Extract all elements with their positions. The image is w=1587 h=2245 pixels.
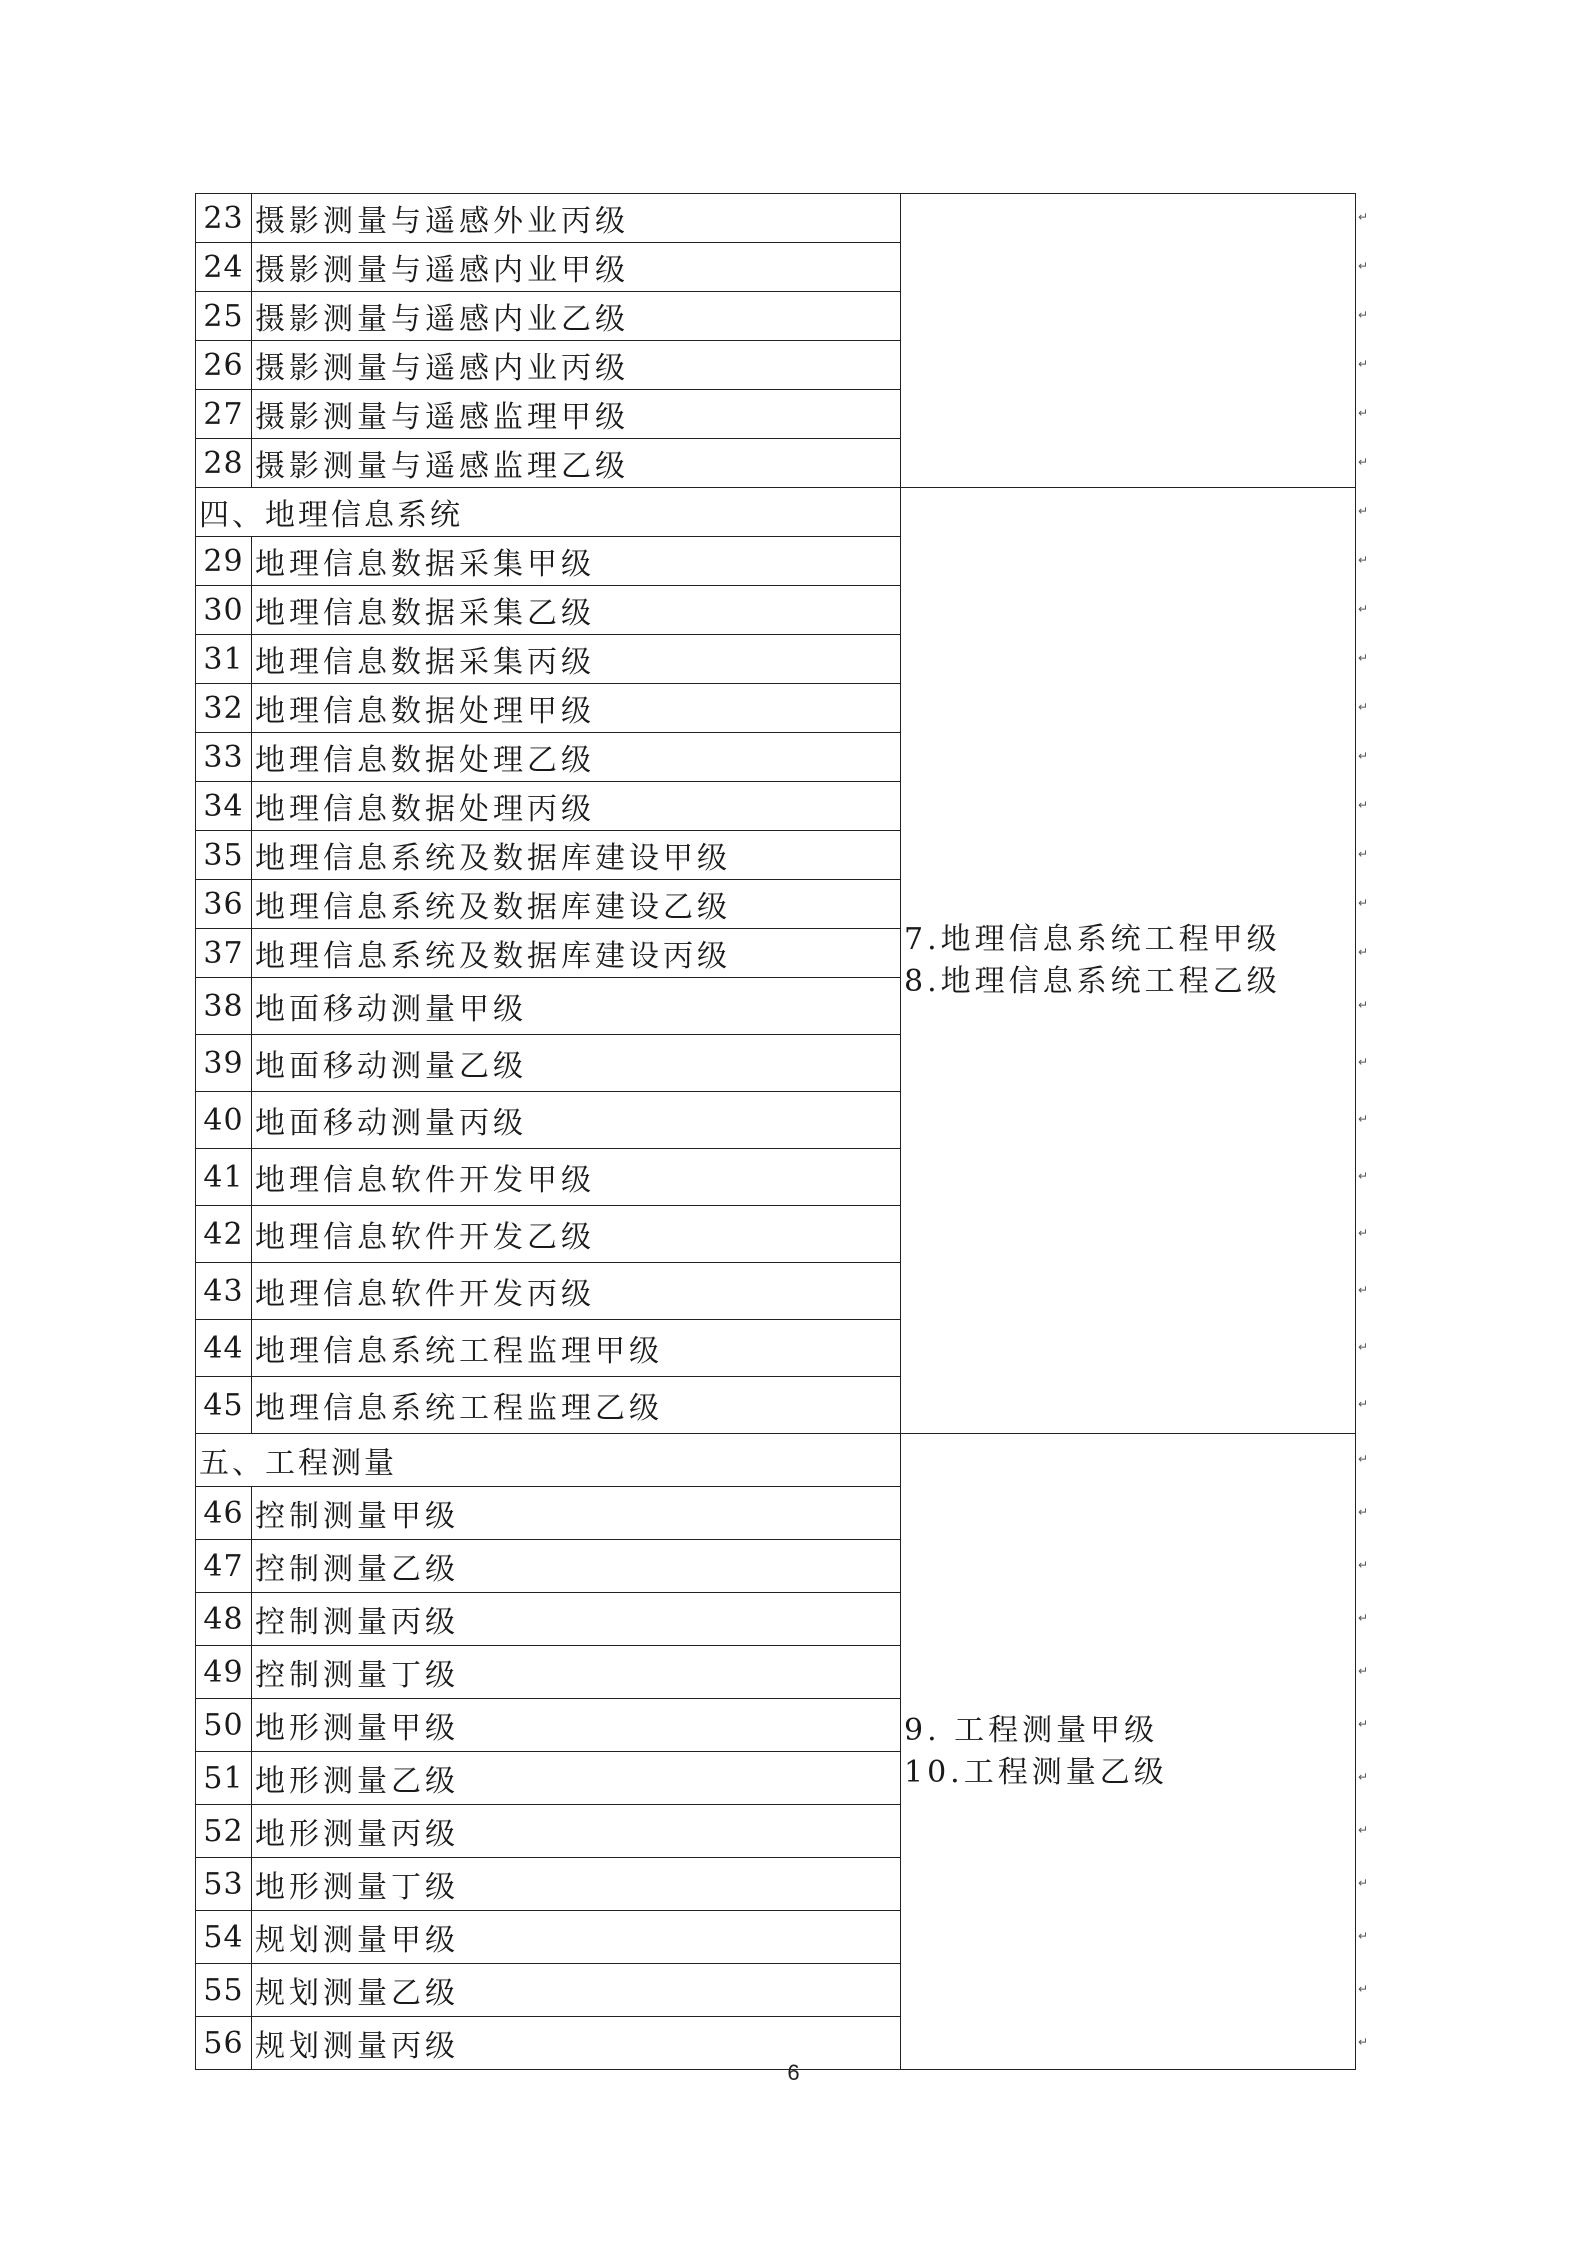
row-number: 40 <box>196 1092 252 1149</box>
paragraph-mark-icon: ↵ <box>1358 357 1369 371</box>
paragraph-mark-icon: ↵ <box>1358 1397 1369 1411</box>
row-number: 25 <box>196 292 252 341</box>
paragraph-mark-icon: ↵ <box>1358 1452 1369 1466</box>
row-name: 规划测量甲级 <box>252 1911 901 1964</box>
row-name: 地形测量甲级 <box>252 1699 901 1752</box>
paragraph-mark-icon: ↵ <box>1358 1982 1369 1996</box>
paragraph-mark-icon: ↵ <box>1358 847 1369 861</box>
paragraph-mark-icon: ↵ <box>1358 259 1369 273</box>
row-name: 地理信息软件开发丙级 <box>252 1263 901 1320</box>
row-name: 地面移动测量乙级 <box>252 1035 901 1092</box>
row-name: 地理信息系统及数据库建设乙级 <box>252 880 901 929</box>
merged-cell-line: 7.地理信息系统工程甲级 <box>904 921 1281 957</box>
row-name: 地理信息系统工程监理乙级 <box>252 1377 901 1434</box>
paragraph-mark-icon: ↵ <box>1358 700 1369 714</box>
merged-cell-empty <box>901 194 1356 488</box>
paragraph-mark-icon: ↵ <box>1358 1876 1369 1890</box>
paragraph-mark-icon: ↵ <box>1358 455 1369 469</box>
row-name: 地理信息系统及数据库建设甲级 <box>252 831 901 880</box>
row-name: 地理信息数据处理甲级 <box>252 684 901 733</box>
row-name: 控制测量甲级 <box>252 1487 901 1540</box>
row-name: 地理信息软件开发甲级 <box>252 1149 901 1206</box>
row-name: 地理信息数据采集丙级 <box>252 635 901 684</box>
paragraph-mark-icon: ↵ <box>1358 504 1369 518</box>
paragraph-mark-icon: ↵ <box>1358 896 1369 910</box>
row-number: 30 <box>196 586 252 635</box>
page-number: 6 <box>787 2060 800 2085</box>
row-number: 56 <box>196 2017 252 2070</box>
row-number: 29 <box>196 537 252 586</box>
row-number: 49 <box>196 1646 252 1699</box>
row-name: 地面移动测量丙级 <box>252 1092 901 1149</box>
row-name: 规划测量乙级 <box>252 1964 901 2017</box>
paragraph-mark-icon: ↵ <box>1358 1283 1369 1297</box>
merged-cell-line: 10.工程测量乙级 <box>904 1754 1168 1790</box>
row-name: 地理信息数据处理丙级 <box>252 782 901 831</box>
row-number: 55 <box>196 1964 252 2017</box>
row-number: 44 <box>196 1320 252 1377</box>
row-name: 摄影测量与遥感监理乙级 <box>252 439 901 488</box>
row-number: 54 <box>196 1911 252 1964</box>
paragraph-mark-icon: ↵ <box>1358 1664 1369 1678</box>
row-number: 32 <box>196 684 252 733</box>
paragraph-mark-icon: ↵ <box>1358 1055 1369 1069</box>
paragraph-mark-icon: ↵ <box>1358 945 1369 959</box>
paragraph-mark-icon: ↵ <box>1358 553 1369 567</box>
paragraph-mark-icon: ↵ <box>1358 1112 1369 1126</box>
paragraph-mark-icon: ↵ <box>1358 1770 1369 1784</box>
row-number: 53 <box>196 1858 252 1911</box>
paragraph-mark-icon: ↵ <box>1358 308 1369 322</box>
section-header-row <box>196 488 1356 537</box>
row-name: 地形测量丁级 <box>252 1858 901 1911</box>
row-number: 45 <box>196 1377 252 1434</box>
row-number: 51 <box>196 1752 252 1805</box>
qualification-table <box>195 193 1356 2070</box>
row-name: 摄影测量与遥感监理甲级 <box>252 390 901 439</box>
row-name: 地理信息软件开发乙级 <box>252 1206 901 1263</box>
row-name: 摄影测量与遥感外业丙级 <box>252 194 901 243</box>
row-name: 摄影测量与遥感内业甲级 <box>252 243 901 292</box>
paragraph-mark-icon: ↵ <box>1358 1505 1369 1519</box>
row-name: 控制测量乙级 <box>252 1540 901 1593</box>
paragraph-mark-icon: ↵ <box>1358 1823 1369 1837</box>
row-number: 28 <box>196 439 252 488</box>
paragraph-mark-icon: ↵ <box>1358 1929 1369 1943</box>
row-name: 控制测量丙级 <box>252 1593 901 1646</box>
paragraph-mark-icon: ↵ <box>1358 1340 1369 1354</box>
merged-cell-line: 9. 工程测量甲级 <box>904 1712 1159 1748</box>
paragraph-mark-icon: ↵ <box>1358 798 1369 812</box>
merged-cell-line: 8.地理信息系统工程乙级 <box>904 963 1281 999</box>
paragraph-mark-icon: ↵ <box>1358 651 1369 665</box>
paragraph-mark-icon: ↵ <box>1358 1169 1369 1183</box>
paragraph-mark-icon: ↵ <box>1358 1717 1369 1731</box>
row-number: 36 <box>196 880 252 929</box>
row-name: 地理信息系统工程监理甲级 <box>252 1320 901 1377</box>
row-number: 47 <box>196 1540 252 1593</box>
row-number: 50 <box>196 1699 252 1752</box>
row-number: 37 <box>196 929 252 978</box>
paragraph-mark-icon: ↵ <box>1358 210 1369 224</box>
row-number: 23 <box>196 194 252 243</box>
row-number: 33 <box>196 733 252 782</box>
row-name: 控制测量丁级 <box>252 1646 901 1699</box>
row-number: 34 <box>196 782 252 831</box>
row-number: 48 <box>196 1593 252 1646</box>
paragraph-mark-icon: ↵ <box>1358 998 1369 1012</box>
row-number: 38 <box>196 978 252 1035</box>
paragraph-mark-icon: ↵ <box>1358 1226 1369 1240</box>
row-name: 摄影测量与遥感内业丙级 <box>252 341 901 390</box>
row-number: 52 <box>196 1805 252 1858</box>
row-number: 41 <box>196 1149 252 1206</box>
row-number: 43 <box>196 1263 252 1320</box>
row-number: 27 <box>196 390 252 439</box>
row-name: 地理信息数据采集乙级 <box>252 586 901 635</box>
paragraph-mark-icon: ↵ <box>1358 749 1369 763</box>
row-name: 摄影测量与遥感内业乙级 <box>252 292 901 341</box>
row-number: 26 <box>196 341 252 390</box>
merged-cell-section5 <box>901 1434 1356 2070</box>
paragraph-mark-icon: ↵ <box>1358 1558 1369 1572</box>
section-title: 五、工程测量 <box>196 1434 901 1487</box>
row-name: 地形测量乙级 <box>252 1752 901 1805</box>
row-number: 39 <box>196 1035 252 1092</box>
row-number: 31 <box>196 635 252 684</box>
paragraph-mark-icon: ↵ <box>1358 1611 1369 1625</box>
row-number: 35 <box>196 831 252 880</box>
paragraph-mark-icon: ↵ <box>1358 2035 1369 2049</box>
row-number: 24 <box>196 243 252 292</box>
row-number: 42 <box>196 1206 252 1263</box>
table-row <box>196 194 1356 243</box>
merged-cell-section4 <box>901 488 1356 1434</box>
row-name: 地面移动测量甲级 <box>252 978 901 1035</box>
section-header-row <box>196 1434 1356 1487</box>
row-number: 46 <box>196 1487 252 1540</box>
paragraph-mark-icon: ↵ <box>1358 406 1369 420</box>
paragraph-mark-icon: ↵ <box>1358 602 1369 616</box>
section-title: 四、地理信息系统 <box>196 488 901 537</box>
row-name: 地理信息数据采集甲级 <box>252 537 901 586</box>
row-name: 规划测量丙级 <box>252 2017 901 2070</box>
row-name: 地理信息系统及数据库建设丙级 <box>252 929 901 978</box>
row-name: 地理信息数据处理乙级 <box>252 733 901 782</box>
row-name: 地形测量丙级 <box>252 1805 901 1858</box>
